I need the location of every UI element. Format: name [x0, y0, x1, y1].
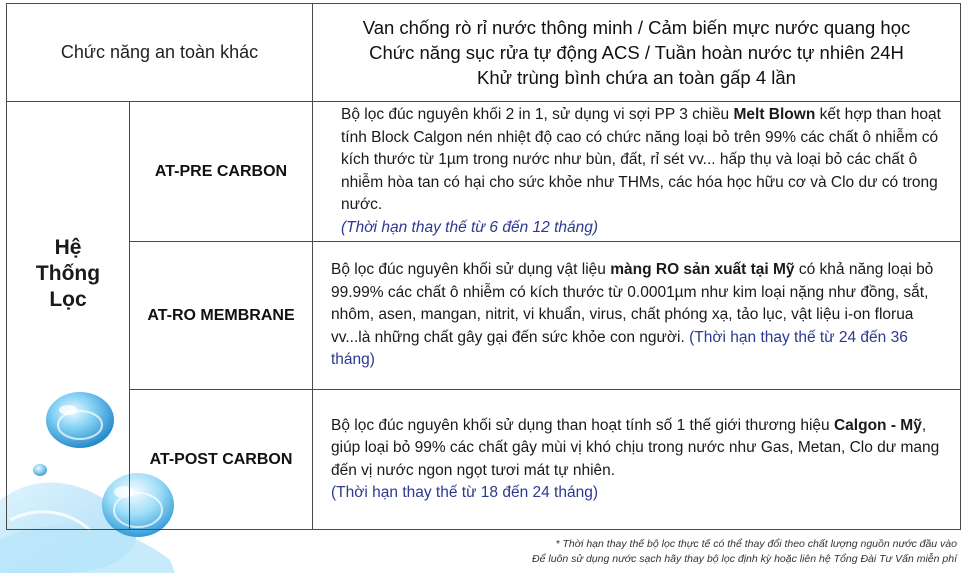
feature-line: Chức năng sục rửa tự động ACS / Tuần hoàn nước tự nhiên 24H: [369, 42, 904, 63]
filter-name: AT-POST CARBON: [130, 390, 313, 530]
desc-text: Bộ lọc đúc nguyên khối 2 in 1, sử dụng vi sợi PP 3 chiều: [341, 106, 734, 123]
feature-line: Van chống rò rỉ nước thông minh / Cảm biến mực nước quang học: [362, 17, 911, 38]
desc-highlight: Melt Blown: [733, 106, 816, 123]
safety-features-label: Chức năng an toàn khác: [7, 4, 313, 102]
system-label-line: Thống: [35, 261, 101, 285]
desc-highlight: Calgon - Mỹ: [833, 416, 922, 434]
desc-text: , giúp loại bỏ 99% các chất gây mùi vị khó chịu trong nước như Gas, Metan, Clo dư mang đến vị nước ngon ngọt tươi mát tự nhiên.: [331, 416, 940, 479]
footnote-line: * Thời hạn thay thế bộ lọc thực tế có thể thay đổi theo chất lượng nguồn nước đầu vào: [555, 538, 957, 550]
filter-description: [313, 242, 961, 390]
system-label-line: Hệ: [54, 235, 82, 259]
filter-spec-table: [6, 3, 961, 530]
filter-description: [313, 102, 961, 242]
filter-name: AT-PRE CARBON: [130, 102, 313, 242]
desc-text: Bộ lọc đúc nguyên khối sử dụng vật liệu: [331, 261, 611, 279]
footnote-line: Để luôn sử dụng nước sạch hãy thay bộ lọc định kỳ hoặc liên hệ Tổng Đài Tư Vấn miễn phí: [532, 553, 957, 565]
replacement-term: (Thời hạn thay thế từ 6 đến 12 tháng): [341, 218, 599, 236]
footnote: [532, 537, 957, 567]
replacement-term: (Thời hạn thay thế từ 24 đến 36 tháng): [331, 328, 908, 369]
filter-row: [7, 102, 961, 242]
safety-features-row: [7, 4, 961, 102]
safety-features-list: [313, 4, 961, 102]
desc-highlight: màng RO sản xuất tại Mỹ: [610, 261, 795, 279]
desc-text: Bộ lọc đúc nguyên khối sử dụng than hoạt tính số 1 thế giới thương hiệu: [331, 416, 834, 434]
filter-system-label: [7, 102, 130, 530]
desc-text: kết hợp than hoạt tính Block Calgon nén nhiệt độ cao có chức năng loại bỏ trên 99% các chất ô nhiễm có kích thước từ 1µm trong nước như bùn, đất, rỉ sét vv... hấp thụ và loại bỏ các chất ô nhiễm hòa tan có hại cho sức khỏe như THMs, các hóa học hữu cơ và Clo dư có trong nước.: [341, 106, 941, 213]
filter-row: [7, 390, 961, 530]
replacement-term: (Thời hạn thay thế từ 18 đến 24 tháng): [331, 484, 598, 501]
filter-description: [313, 390, 961, 530]
desc-text: có khả năng loại bỏ 99.99% các chất ô nhiễm có kích thước từ 0.0001µm như kim loại nặng như đồng, sắt, nhôm, asen, mangan, nitrit, vi khuẩn, virus, chất phóng xạ, tảo lục, vật liệu i-on florua vv...là những chất gây gại đến sức khỏe con người.: [331, 261, 934, 346]
filter-name: AT-RO MEMBRANE: [130, 242, 313, 390]
feature-line: Khử trùng bình chứa an toàn gấp 4 lần: [477, 67, 796, 88]
system-label-line: Lọc: [49, 287, 87, 311]
filter-row: [7, 242, 961, 390]
